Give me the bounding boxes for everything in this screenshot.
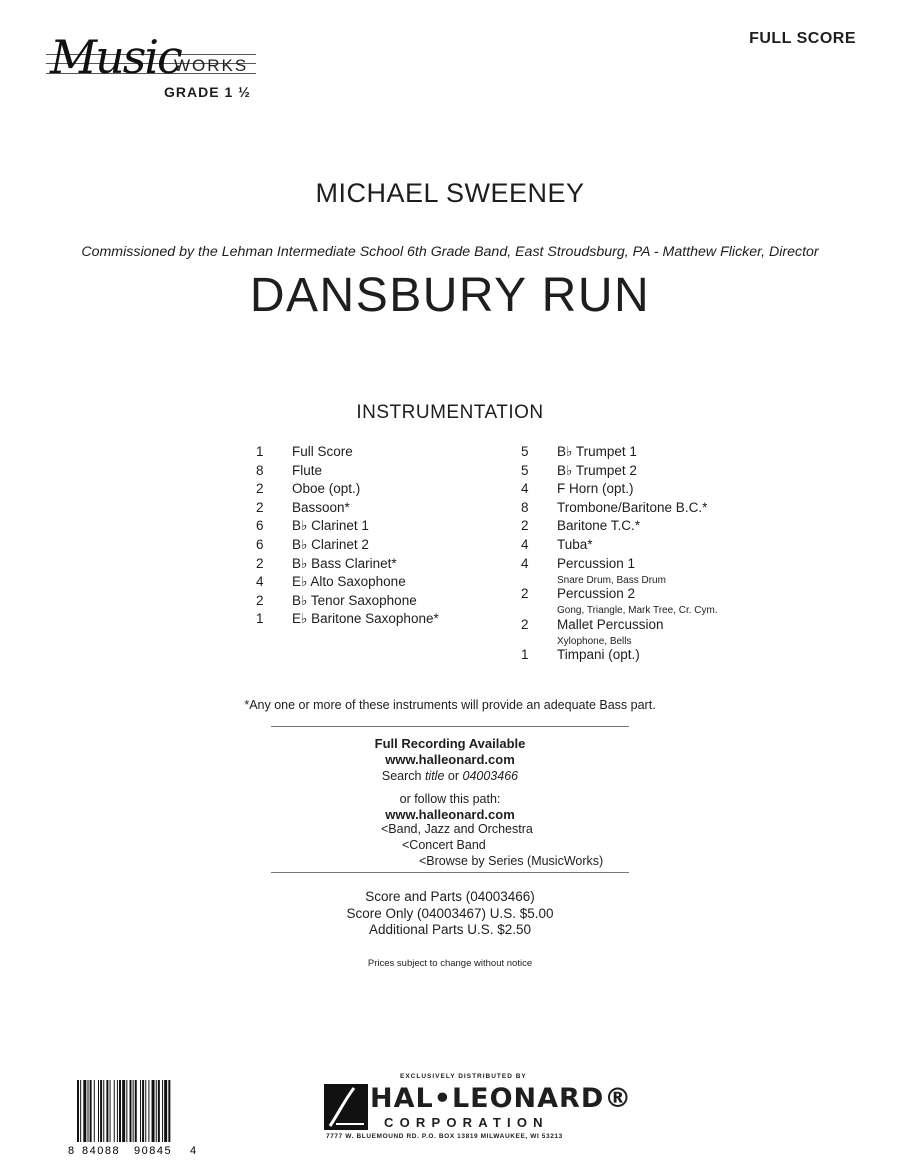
- barcode-digit-1: 8: [68, 1145, 75, 1156]
- search-line: [0, 768, 900, 784]
- bass-footnote: *Any one or more of these instruments will provide an adequate Bass part.: [244, 698, 656, 712]
- path-step-1: <Band, Jazz and Orchestra: [381, 822, 533, 836]
- instrument-name: E♭ Baritone Saxophone*: [292, 611, 439, 627]
- instrument-detail: Gong, Triangle, Mark Tree, Cr. Cym.: [557, 605, 718, 617]
- barcode-bar: [117, 1080, 118, 1142]
- instrument-name: Full Score: [292, 444, 353, 459]
- instrument-name: Timpani (opt.): [557, 647, 640, 663]
- instrument-name: B♭ Tenor Saxophone: [292, 592, 417, 608]
- divider-bottom: [271, 872, 629, 873]
- instrument-qty: 2: [256, 592, 264, 608]
- instrument-name: B♭ Trumpet 1: [557, 444, 637, 459]
- search-title: title: [424, 769, 445, 783]
- hal-leonard-mark-icon: [324, 1084, 368, 1130]
- instrument-name: Percussion 1: [557, 555, 636, 571]
- logo-script: Music: [50, 30, 181, 84]
- grade-label: GRADE 1 ½: [164, 84, 251, 100]
- instrument-qty: 2: [521, 616, 529, 632]
- barcode-bar: [135, 1080, 137, 1142]
- piece-title: DANSBURY RUN: [249, 269, 651, 322]
- instrument-name: Trombone/Baritone B.C.*: [557, 499, 708, 515]
- publisher-address: 7777 W. BLUEMOUND RD. P.O. BOX 13819 MILWAUKEE, WI 53213: [326, 1133, 563, 1140]
- barcode-bar: [80, 1080, 81, 1142]
- instrument-qty: 2: [256, 481, 264, 497]
- instrument-qty: 8: [521, 499, 529, 515]
- path-step-3: <Browse by Series (MusicWorks): [419, 854, 604, 868]
- search-code: 04003466: [462, 769, 519, 783]
- barcode-bar: [98, 1080, 99, 1142]
- instrument-name: Oboe (opt.): [292, 481, 361, 497]
- barcode-bar: [106, 1080, 108, 1142]
- barcode-bar: [122, 1080, 125, 1142]
- instrument-qty: 2: [521, 586, 529, 602]
- instrument-name: E♭ Alto Saxophone: [292, 574, 406, 590]
- instrument-name: Percussion 2: [557, 586, 636, 602]
- barcode-bar: [90, 1080, 92, 1142]
- hal-leonard-logo: [324, 1072, 633, 1162]
- barcode-bar: [168, 1080, 170, 1142]
- barcode-bar: [130, 1080, 132, 1142]
- publisher-name: HAL•LEONARD®: [370, 1083, 633, 1114]
- instrument-name: Mallet Percussion: [557, 616, 664, 632]
- price-notice: Prices subject to change without notice: [367, 958, 533, 969]
- barcode-bar: [100, 1080, 102, 1142]
- prices-block: [0, 889, 900, 939]
- barcode-bar: [83, 1080, 86, 1142]
- price-line-3: Additional Parts U.S. $2.50: [368, 922, 532, 937]
- path-step-2: <Concert Band: [402, 838, 486, 852]
- barcode-bar: [77, 1080, 79, 1142]
- barcode-bar: [145, 1080, 146, 1142]
- barcode-bar: [142, 1080, 144, 1142]
- barcode-bar: [88, 1080, 89, 1142]
- instrument-qty: 8: [256, 462, 264, 478]
- logo-works: WORKS: [174, 56, 249, 75]
- search-prefix: Search: [381, 769, 422, 783]
- instrument-name: B♭ Clarinet 1: [292, 518, 369, 534]
- instrument-qty: 5: [521, 444, 529, 459]
- instrument-qty: 1: [521, 647, 529, 663]
- instrument-qty: 2: [256, 555, 264, 571]
- barcode-bar: [148, 1080, 149, 1142]
- instrument-qty: 6: [256, 536, 264, 552]
- barcode-bar: [94, 1080, 95, 1142]
- barcode-bar: [133, 1080, 134, 1142]
- barcode-bar: [140, 1080, 141, 1142]
- instrument-qty: 5: [521, 462, 529, 478]
- full-score-label: FULL SCORE: [749, 30, 856, 47]
- website-link-2[interactable]: www.halleonard.com: [385, 807, 515, 822]
- instrument-qty: 4: [521, 481, 529, 497]
- barcode-digit-4: 4: [190, 1145, 197, 1156]
- barcode-bar: [119, 1080, 121, 1142]
- website-link[interactable]: www.halleonard.com: [385, 752, 515, 767]
- barcode-bars: [77, 1080, 170, 1142]
- price-line-2: Score Only (04003467) U.S. $5.00: [346, 905, 554, 921]
- barcode-bar: [114, 1080, 115, 1142]
- barcode-bar: [110, 1080, 111, 1142]
- instrument-qty: 6: [256, 518, 264, 534]
- follow-path-label: or follow this path:: [399, 792, 501, 806]
- instrument-qty: 4: [521, 555, 529, 571]
- barcode-bar: [164, 1080, 167, 1142]
- barcode-digits-3: 90845: [134, 1145, 173, 1156]
- instrument-qty: 2: [521, 518, 529, 534]
- instrument-qty: 2: [256, 499, 264, 515]
- musicworks-logo: [46, 32, 276, 102]
- barcode-bar: [162, 1080, 163, 1142]
- composer-name: MICHAEL SWEENEY: [315, 178, 585, 208]
- barcode-bar: [126, 1080, 127, 1142]
- recording-info: [0, 736, 900, 823]
- instrument-name: B♭ Bass Clarinet*: [292, 555, 397, 571]
- instrument-name: Tuba*: [557, 536, 593, 552]
- instrument-name: Flute: [292, 462, 323, 478]
- instrument-qty: 4: [521, 536, 529, 552]
- instrumentation-heading: INSTRUMENTATION: [356, 402, 544, 423]
- barcode-bar: [156, 1080, 157, 1142]
- divider-top: [271, 726, 629, 727]
- instrument-qty: 1: [256, 611, 264, 627]
- instrument-name: Bassoon*: [292, 499, 350, 515]
- instrument-detail: Snare Drum, Bass Drum: [557, 574, 666, 586]
- barcode-bar: [158, 1080, 160, 1142]
- barcode: [68, 1080, 198, 1156]
- barcode-bar: [152, 1080, 155, 1142]
- recording-heading: Full Recording Available: [374, 736, 526, 751]
- search-or: or: [447, 769, 460, 783]
- instrument-name: B♭ Clarinet 2: [292, 536, 369, 552]
- barcode-digits-2: 84088: [82, 1145, 121, 1156]
- barcode-bar: [103, 1080, 104, 1142]
- instrument-name: F Horn (opt.): [557, 481, 634, 497]
- commission-note: Commissioned by the Lehman Intermediate School 6th Grade Band, East Stroudsburg, PA - Matthew Flicker, Director: [81, 244, 819, 260]
- instrument-name: Baritone T.C.*: [557, 518, 641, 534]
- instrument-qty: 4: [256, 574, 264, 590]
- publisher-corporation: CORPORATION: [384, 1115, 549, 1130]
- distributed-by: EXCLUSIVELY DISTRIBUTED BY: [400, 1073, 527, 1080]
- instrument-name: B♭ Trumpet 2: [557, 462, 637, 478]
- price-line-1: Score and Parts (04003466): [365, 889, 535, 904]
- instrument-detail: Xylophone, Bells: [557, 635, 632, 647]
- instrument-qty: 1: [256, 444, 264, 459]
